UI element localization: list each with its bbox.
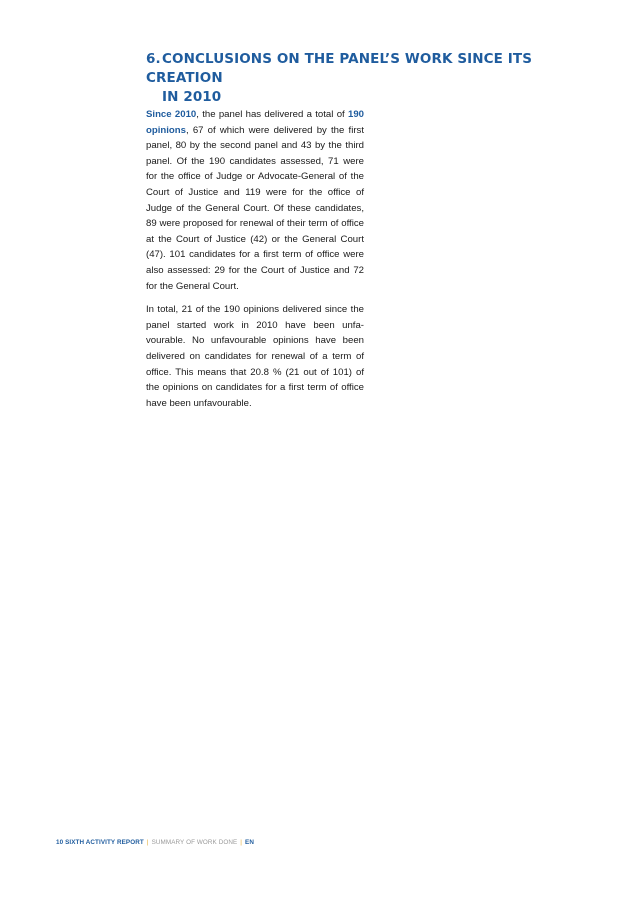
footer-report-title: SIXTH ACTIVITY REPORT — [65, 839, 144, 846]
section-heading — [146, 50, 586, 107]
paragraph-1 — [146, 107, 364, 294]
paragraph-1-text-b: , 67 of which were delivered by the first panel, 80 by the second panel and 43 by the third panel. Of the 190 candidates assessed, 71 were for the office of Judge or Advocate-General of the Court of Justice and 119 were for the office of Judge of the General Court. Of these candidates, 89 were proposed for renewal of their term of office at the Court of Justice (42) or the General Court (47). 101 candidates for a first term of office were also assessed: 29 for the Court of Justice and 72 for the General Court. — [146, 124, 364, 292]
footer-language: EN — [245, 839, 254, 846]
paragraph-1-text-a: , the panel has delivered a total of — [196, 109, 348, 120]
footer-separator-2: | — [240, 839, 243, 846]
section-title-line2: IN 2010 — [162, 89, 222, 105]
highlight-since-2010: Since 2010 — [146, 109, 197, 120]
footer-separator-1: | — [146, 839, 149, 846]
paragraph-2: In total, 21 of the 190 opinions delivered since the panel started work in 2010 have been unfavourable. No unfavourable opinions have been delivered on candidates for renewal of a term of office. This means that 20.8 % (21 out of 101) of the opinions on candidates for a first term of office have been unfavourable. — [146, 304, 364, 409]
footer-page-number: 10 — [56, 839, 64, 846]
footer-summary: SUMMARY OF WORK DONE — [151, 839, 238, 846]
section-title-line1: CONCLUSIONS ON THE PANEL’S WORK SINCE ITS CREATION — [146, 51, 533, 86]
highlight-190-opinions: 190 opinions — [146, 109, 365, 136]
page-footer — [56, 839, 254, 847]
section-number: 6. — [146, 51, 161, 67]
body-column — [146, 107, 364, 419]
